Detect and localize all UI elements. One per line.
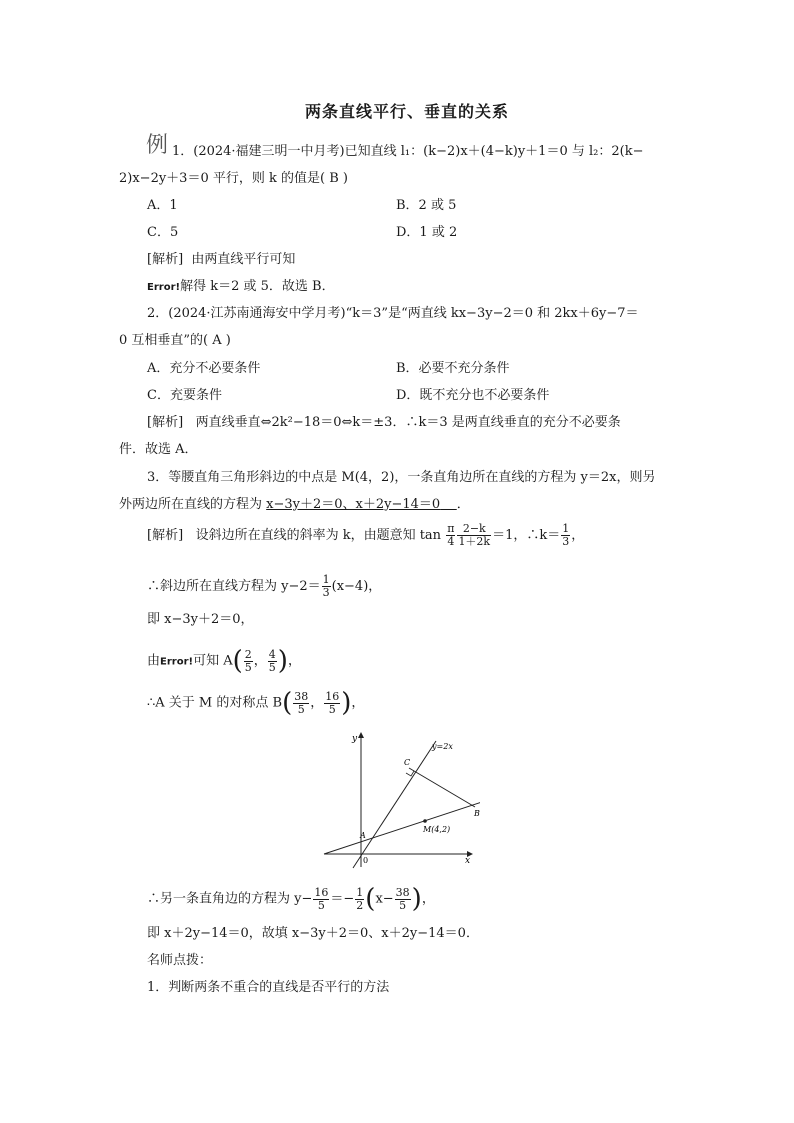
q2-option-a: A．充分不必要条件: [147, 361, 261, 376]
q3-analysis: [解析] 设斜边所在直线的斜率为 k，由题意知 tan $\frac{\pi}{4}$ $\frac{2-k}{1+2k}$ ＝1，∴k＝ $\frac{1}{3}$ ，: [147, 522, 585, 548]
q1-option-c: C．5: [147, 225, 179, 240]
y-axis-label: y: [352, 734, 358, 744]
q2-option-b: B．必要不充分条件: [396, 361, 510, 376]
fraction-slope: $\frac{2-k}{1+2k}$: [458, 522, 491, 548]
q2-line2: 0 互相垂直”的( A ): [119, 333, 231, 348]
analysis-tag: [解析]: [147, 415, 184, 430]
x-axis-label: x: [465, 856, 471, 866]
line-label: y=2x: [432, 742, 453, 751]
q1-analysis-2: [147, 279, 335, 296]
q1-option-d: D．1 或 2: [396, 225, 458, 240]
line-y-2x: [353, 741, 436, 868]
fraction-one-third: $\frac{1}{3}$: [322, 573, 330, 599]
q1-analysis-text-2: 解得 k＝2 或 5．故选 B．: [180, 279, 335, 294]
q3-line2-text: 外两边所在直线的方程为: [119, 497, 263, 512]
analysis-tag: [解析]: [147, 528, 184, 543]
q1-line2: 2)x−2y＋3＝0 平行，则 k 的值是( B ): [119, 171, 348, 186]
q3-hypotenuse-eq: ∴斜边所在直线方程为 y−2＝ $\frac{1}{3}$ (x−4)，: [147, 573, 382, 599]
geometry-figure: [320, 727, 480, 869]
answer-blank: x−3y＋2＝0、x＋2y−14＝0: [266, 497, 441, 512]
q2-option-d: D．既不充分也不必要条件: [396, 388, 550, 403]
analysis-tag: [解析]: [147, 252, 184, 267]
tip-heading: 名师点拨：: [147, 953, 213, 968]
q1-analysis: [147, 252, 295, 268]
q2-analysis: [147, 415, 621, 431]
q3-line1: 3．等腰直角三角形斜边的中点是 M(4，2)，一条直角边所在直线的方程为 y＝2x，则另: [147, 470, 656, 485]
side-cb: [409, 768, 475, 807]
example-mark: 例: [146, 133, 169, 158]
origin-label: 0: [363, 856, 369, 865]
q3-line2: 外两边所在直线的方程为 x−3y＋2＝0、x＋2y−14＝0 ．: [119, 497, 470, 512]
point-m-label: M(4,2): [423, 825, 451, 834]
q2-analysis-text: 两直线垂直⇔2k²−18＝0⇔k＝±3．∴k＝3 是两直线垂直的充分不必要条: [195, 415, 621, 430]
q3-point-a: 由Error!可知 A( $\frac{2}{5}$ ， $\frac{4}{5}$ )，: [147, 646, 301, 676]
q1-option-a: A．1: [147, 198, 178, 213]
fraction-one-third: $\frac{1}{3}$: [562, 522, 570, 548]
q3-other-leg: ∴另一条直角边的方程为 y− $\frac{16}{5}$ ＝− $\frac{1}{2}$ (x− $\frac{38}{5}$ )，: [147, 884, 435, 914]
q1-option-b: B．2 或 5: [396, 198, 457, 213]
q3-point-b: ∴A 关于 M 的对称点 B( $\frac{38}{5}$ ， $\frac{16}{5}$ )，: [147, 688, 365, 718]
q2-option-c: C．充要条件: [147, 388, 222, 403]
point-m: [423, 819, 427, 823]
q1-line1: 1．(2024·福建三明一中月考)已知直线 l₁：(k−2)x＋(4−k)y＋1＝0 与 l₂：2(k−: [172, 144, 644, 159]
q3-analysis-text: 设斜边所在直线的斜率为 k，由题意知 tan: [195, 528, 442, 543]
q2-line1: 2．(2024·江苏南通海安中学月考)“k＝3”是“两直线 kx−3y−2＝0 和 2kx＋6y−7＝: [147, 306, 639, 321]
point-b-label: B: [474, 809, 480, 818]
page-title: 两条直线平行、垂直的关系: [305, 102, 510, 121]
q2-analysis-2: 件．故选 A．: [119, 442, 198, 457]
right-angle-mark: [406, 771, 414, 776]
q3-eq-line: 即 x−3y＋2＝0，: [147, 612, 254, 627]
error-text: Error!: [147, 282, 181, 293]
point-c-label: C: [404, 758, 411, 767]
point-a-label: A: [360, 831, 366, 840]
fraction-pi-4: $\frac{\pi}{4}$: [447, 522, 455, 548]
hypotenuse-line: [324, 800, 480, 854]
q1-analysis-text: 由两直线平行可知: [191, 252, 296, 267]
error-text: Error!: [160, 656, 194, 668]
tip-item-1: 1．判断两条不重合的直线是否平行的方法: [147, 980, 390, 995]
q3-final: 即 x＋2y−14＝0，故填 x−3y＋2＝0、x＋2y−14＝0．: [147, 926, 479, 941]
